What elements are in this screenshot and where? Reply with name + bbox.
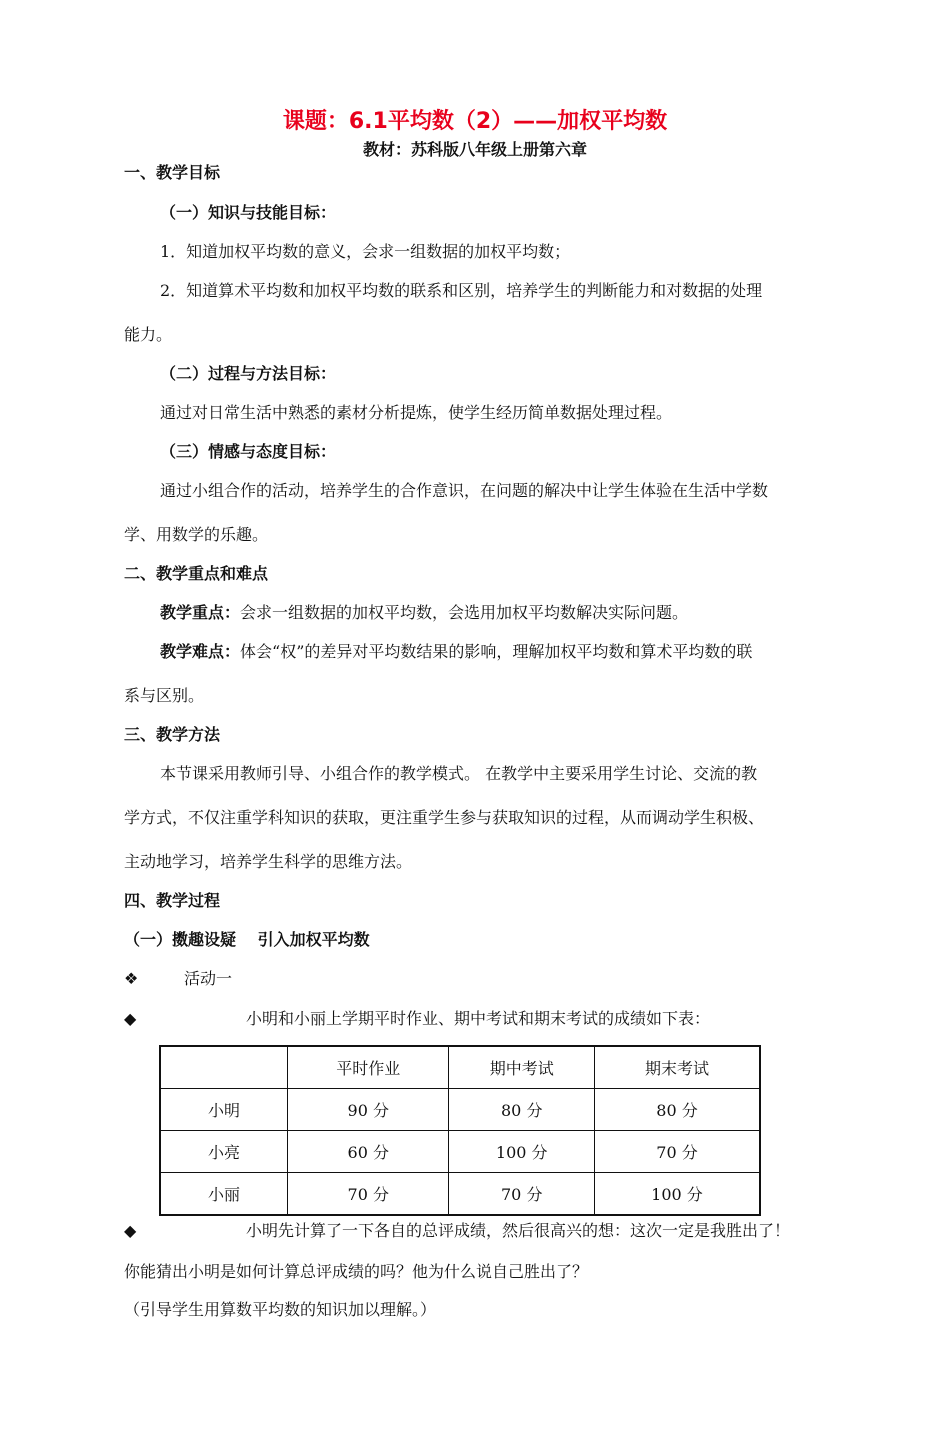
objective-item-2-line2: 能力。: [124, 325, 173, 344]
solid-diamond-bullet-icon: ◆: [124, 1009, 137, 1028]
table-header-cell: 期中考试: [449, 1046, 595, 1089]
table-header-cell: 平时作业: [288, 1046, 449, 1089]
table-cell: 70 分: [595, 1131, 761, 1173]
emotion-attitude-line2: 学、用数学的乐趣。: [124, 525, 269, 544]
grades-table: [159, 1045, 761, 1216]
guess-question-text: 你能猜出小明是如何计算总评成绩的吗？他为什么说自己胜出了？: [124, 1262, 589, 1281]
subheading-process-methods: （二）过程与方法目标：: [160, 364, 337, 383]
guidance-note-text: （引导学生用算数平均数的知识加以理解。）: [124, 1300, 437, 1319]
table-header-row: [160, 1046, 760, 1089]
table-intro-text: 小明和小丽上学期平时作业、期中考试和期末考试的成绩如下表：: [246, 1009, 711, 1028]
table-header-cell: 期末考试: [595, 1046, 761, 1089]
difficulty-line1: [160, 642, 752, 662]
table-cell: 70 分: [449, 1173, 595, 1216]
subheading-introduction: （一）擞趣设疑 引入加权平均数: [124, 930, 370, 949]
activity-one-label: 活动一: [184, 969, 233, 988]
solid-diamond-bullet-icon: ◆: [124, 1221, 137, 1240]
objective-item-2-line1: 2．知道算术平均数和加权平均数的联系和区别，培养学生的判断能力和对数据的处理: [160, 281, 763, 300]
table-row: [160, 1089, 760, 1131]
subheading-knowledge-skills: （一）知识与技能目标：: [160, 203, 337, 222]
methods-line1: 本节课采用教师引导、小组合作的教学模式。 在教学中主要采用学生讨论、交流的教: [160, 764, 758, 783]
section-heading-objectives: 一、教学目标: [124, 163, 221, 182]
table-cell: 100 分: [449, 1131, 595, 1173]
process-methods-text: 通过对日常生活中熟悉的素材分析提炼，使学生经历简单数据处理过程。: [160, 403, 673, 422]
table-cell: 小明: [160, 1089, 288, 1131]
difficulty-label: 教学难点：: [160, 642, 241, 661]
difficulty-line2: 系与区别。: [124, 686, 205, 705]
table-header-cell: [160, 1046, 288, 1089]
table-cell: 90 分: [288, 1089, 449, 1131]
table-cell: 100 分: [595, 1173, 761, 1216]
table-cell: 80 分: [595, 1089, 761, 1131]
difficulty-text-1: 体会“权”的差异对平均数结果的影响，理解加权平均数和算术平均数的联: [240, 642, 753, 661]
table-cell: 小丽: [160, 1173, 288, 1216]
subheading-emotion-attitude: （三）情感与态度目标：: [160, 442, 337, 461]
table-cell: 80 分: [449, 1089, 595, 1131]
section-heading-process: 四、教学过程: [124, 891, 221, 910]
table-row: [160, 1173, 760, 1216]
table-cell: 小亮: [160, 1131, 288, 1173]
textbook-subtitle: 教材：苏科版八年级上册第六章: [362, 140, 587, 159]
table-row: [160, 1131, 760, 1173]
emotion-attitude-line1: 通过小组合作的活动，培养学生的合作意识，在问题的解决中让学生体验在生活中学数: [160, 481, 769, 500]
table-cell: 70 分: [288, 1173, 449, 1216]
diamond-bullet-icon: ❖: [124, 969, 139, 988]
section-heading-methods: 三、教学方法: [124, 725, 221, 744]
key-point-text: 会求一组数据的加权平均数，会选用加权平均数解决实际问题。: [240, 603, 689, 622]
key-point-label: 教学重点：: [160, 603, 241, 622]
methods-line3: 主动地学习，培养学生科学的思维方法。: [124, 852, 413, 871]
table-cell: 60 分: [288, 1131, 449, 1173]
lesson-title: 课题：6.1平均数（2）——加权平均数: [282, 109, 668, 134]
key-point-line: [160, 603, 688, 623]
methods-line2: 学方式，不仅注重学科知识的获取，更注重学生参与获取知识的过程，从而调动学生积极、: [124, 808, 765, 827]
section-heading-key-points: 二、教学重点和难点: [124, 564, 269, 583]
xiaoming-thought-text: 小明先计算了一下各自的总评成绩，然后很高兴的想：这次一定是我胜出了！: [246, 1221, 791, 1240]
objective-item-1: 1．知道加权平均数的意义，会求一组数据的加权平均数；: [160, 242, 571, 261]
